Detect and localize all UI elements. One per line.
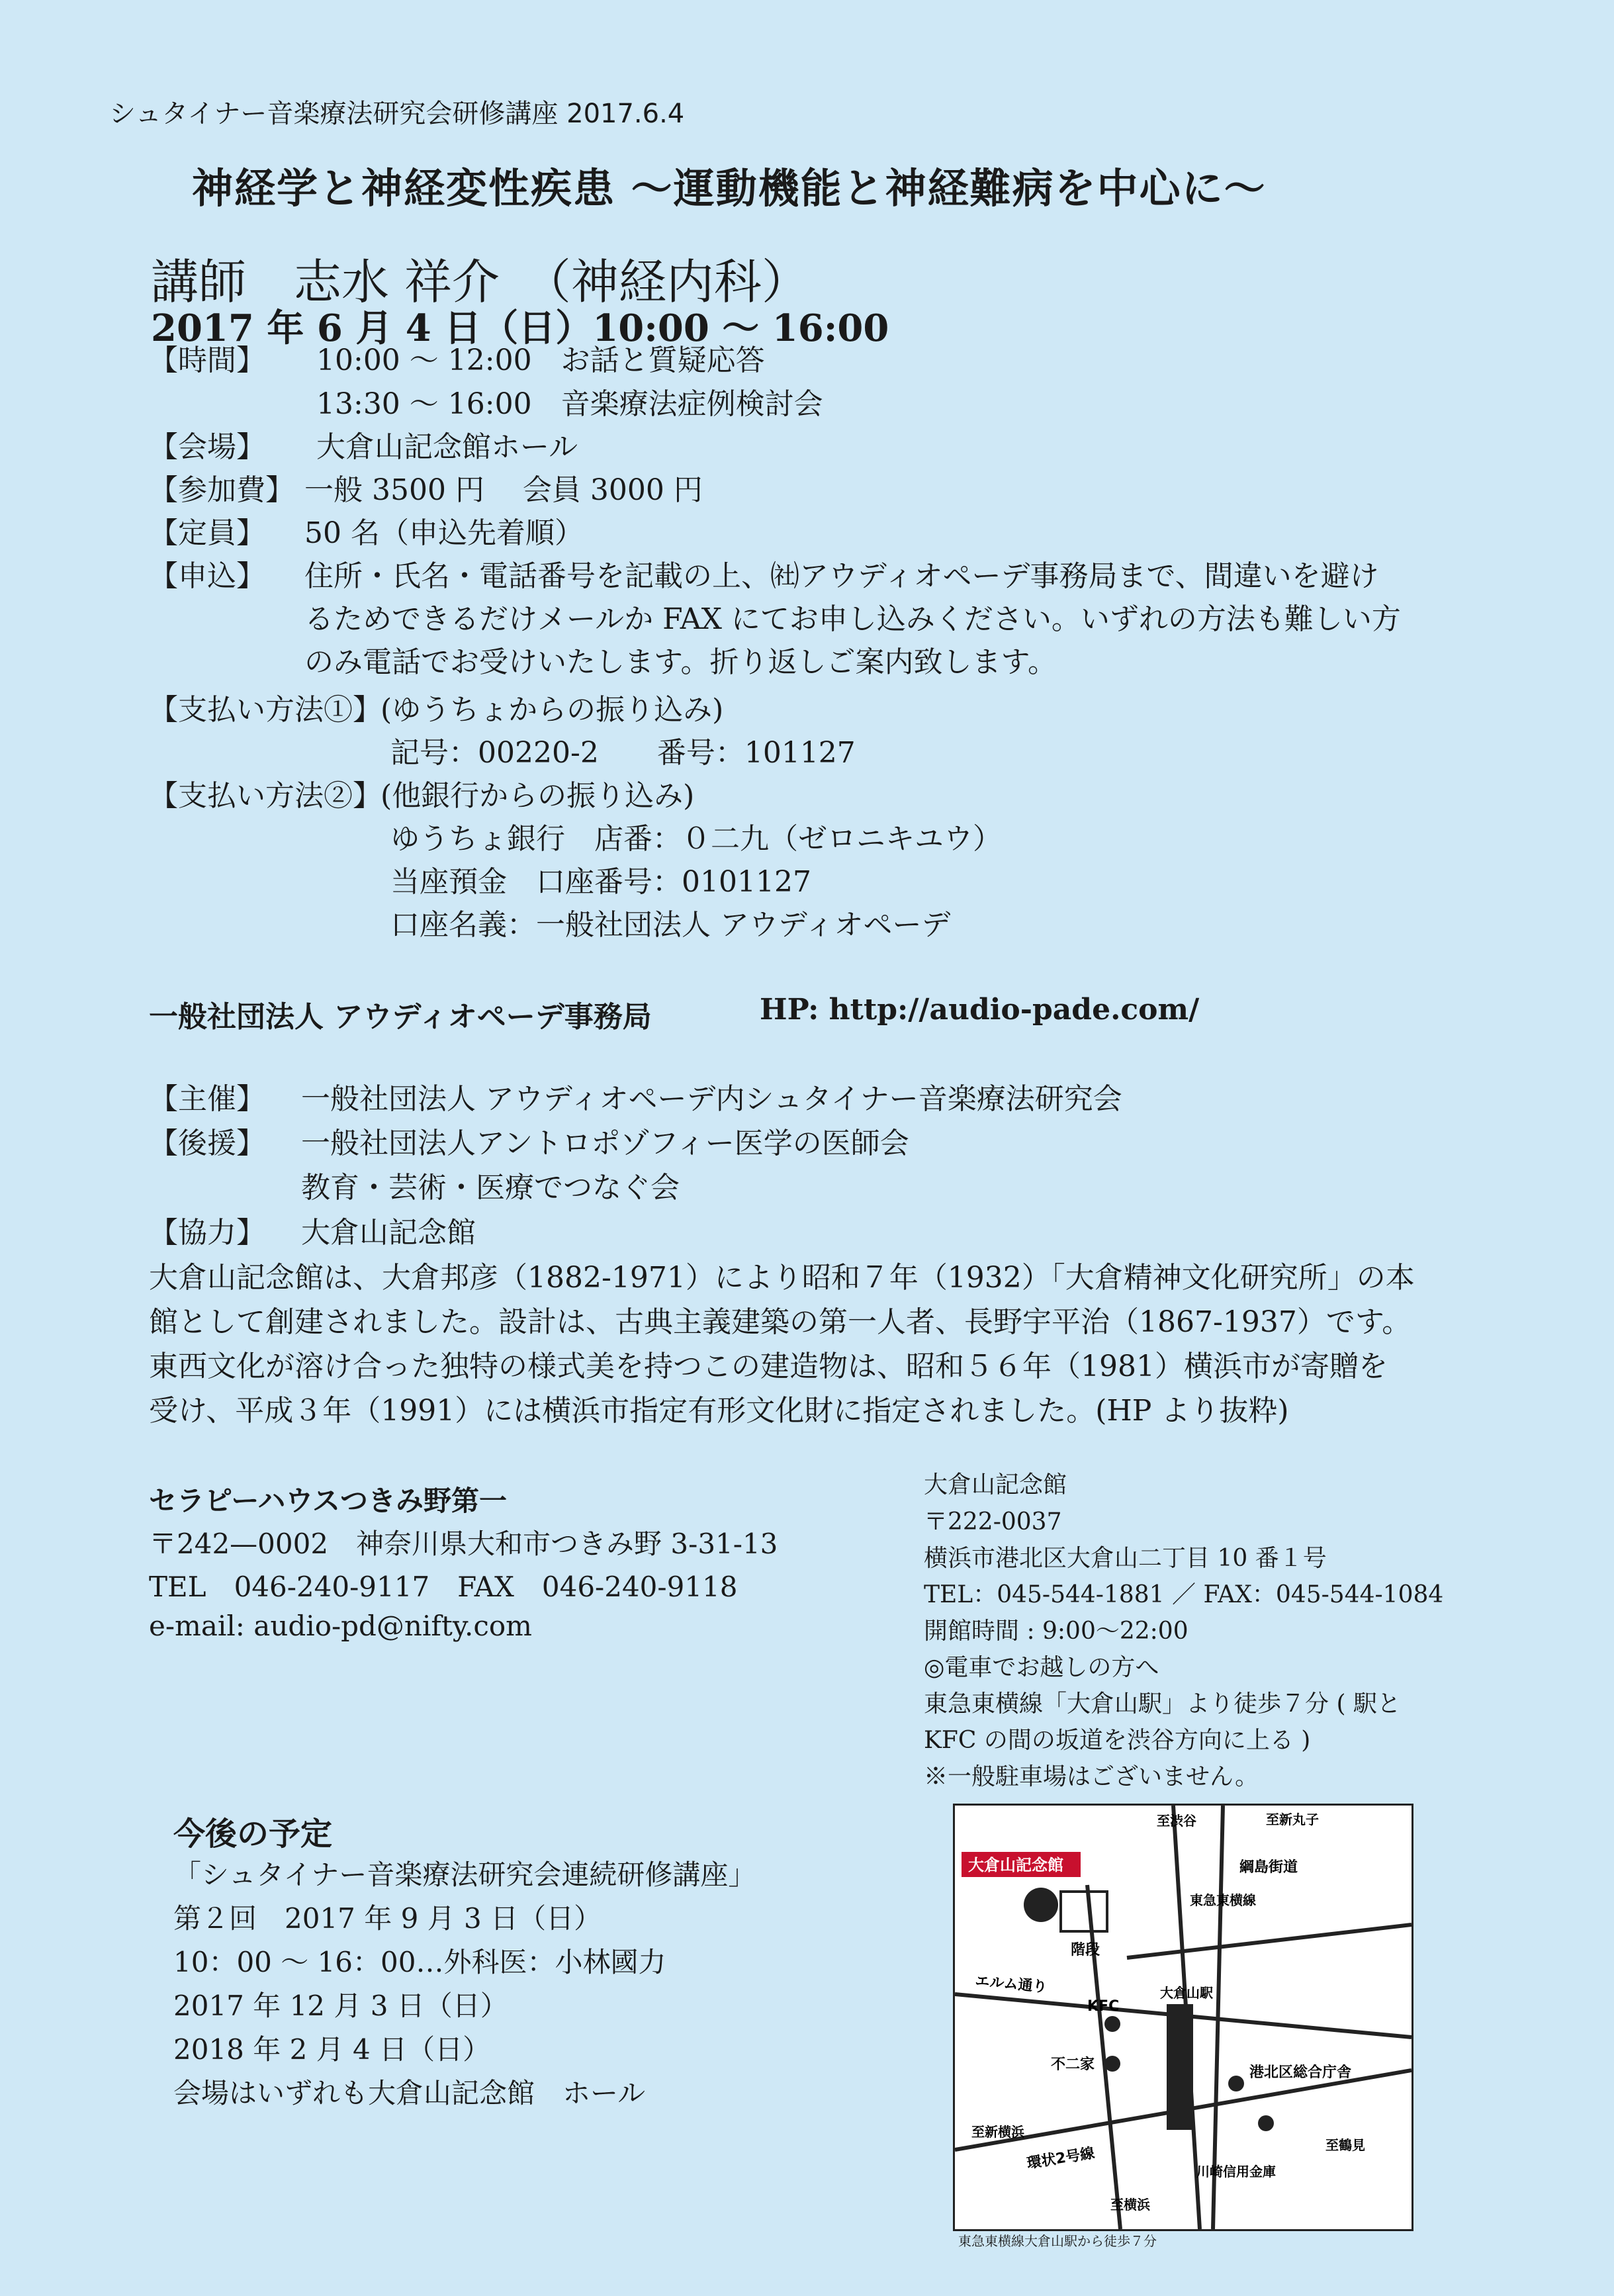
- map-kanjo-label: 環状2号線: [1026, 2145, 1096, 2172]
- apply-line-1: 住所・氏名・電話番号を記載の上、㈳アウディオペーデ事務局まで、間違いを避け: [304, 559, 1379, 593]
- office-name: 一般社団法人 アウディオペーデ事務局: [149, 1000, 652, 1034]
- support-value-2: 教育・芸術・医療でつなぐ会: [301, 1171, 680, 1205]
- history-line-1: 大倉山記念館は、大倉邦彦（1882-1971）により昭和７年（1932）「大倉精神文化研究所」の本: [149, 1261, 1415, 1295]
- map-shin-yokohama-label: 至新横浜: [971, 2124, 1024, 2140]
- pay1-label: 【支払い方法①】: [149, 693, 382, 727]
- map-bank-label: 川崎信用金庫: [1196, 2164, 1276, 2180]
- schedule-item-1: 第２回 2017 年 9 月 3 日（日）: [173, 1902, 602, 1935]
- venue-value: 大倉山記念館ホール: [316, 430, 578, 464]
- hall-train-title: ◎電車でお越しの方へ: [924, 1654, 1159, 1681]
- time-value-1: 10:00 〜 12:00 お話と質疑応答: [316, 344, 765, 377]
- history-line-2: 館として創建されました。設計は、古典主義建築の第一人者、長野宇平治（1867-1937）です。: [149, 1305, 1412, 1339]
- hall-train-2: KFC の間の坂道を渋谷方向に上る ): [924, 1727, 1311, 1754]
- pay2-account: 当座預金 口座番号：0101127: [390, 865, 811, 899]
- time-value-2: 13:30 〜 16:00 音楽療法症例検討会: [316, 387, 823, 421]
- host-value: 一般社団法人 アウディオペーデ内シュタイナー音楽療法研究会: [301, 1082, 1122, 1116]
- date-line: 2017 年 6 月 4 日（日）10:00 〜 16:00: [151, 306, 889, 350]
- map-station-block: [1167, 2004, 1193, 2130]
- map-shinmaruko-label: 至新丸子: [1266, 1812, 1319, 1827]
- page-title: 神経学と神経変性疾患 〜運動機能と神経難病を中心に〜: [192, 164, 1267, 212]
- hall-address: 横浜市港北区大倉山二丁目 10 番１号: [924, 1545, 1327, 1572]
- access-map: [953, 1804, 1413, 2231]
- schedule-series: 「シュタイナー音楽療法研究会連続研修講座」: [173, 1859, 756, 1891]
- fee-label: 【参加費】: [149, 473, 294, 507]
- schedule-item-2: 2017 年 12 月 3 日（日）: [173, 1990, 508, 2022]
- hall-name: 大倉山記念館: [924, 1471, 1067, 1498]
- venue-label: 【会場】: [149, 430, 265, 464]
- schedule-venue-note: 会場はいずれも大倉山記念館 ホール: [173, 2077, 646, 2109]
- therapy-house-email[interactable]: e-mail: audio-pd@nifty.com: [149, 1610, 532, 1642]
- pay2-name: 口座名義：一般社団法人 アウディオペーデ: [390, 908, 951, 942]
- map-stairs-label: 階段: [1071, 1942, 1100, 1958]
- office-hp-link[interactable]: HP: http://audio-pade.com/: [760, 993, 1200, 1027]
- map-shibuya-label: 至渋谷: [1157, 1813, 1196, 1829]
- lecturer-line: 講師 志水 祥介 （神経内科）: [151, 254, 809, 310]
- coop-label: 【協力】: [149, 1216, 265, 1250]
- map-hall-marker: [1024, 1888, 1058, 1922]
- pay2-desc: (他銀行からの振り込み): [381, 779, 695, 813]
- access-map-svg: [955, 1806, 1412, 2229]
- pay2-bank: ゆうちょ銀行 店番：０二九（ゼロニキユウ）: [390, 822, 1002, 856]
- apply-line-3: のみ電話でお受けいたします。折り返しご案内致します。: [304, 645, 1057, 679]
- therapy-house-name: セラピーハウスつきみ野第一: [149, 1485, 507, 1517]
- map-kfc-marker: [1104, 2016, 1120, 2032]
- time-label: 【時間】: [149, 344, 265, 377]
- hall-hours: 開館時間 : 9:00〜22:00: [924, 1618, 1188, 1645]
- host-label: 【主催】: [149, 1082, 265, 1116]
- hall-train-1: 東急東横線「大倉山駅」より徒歩７分 ( 駅と: [924, 1690, 1401, 1718]
- map-elm-label: エルム通り: [974, 1973, 1048, 1996]
- map-toyoko-label: 東急東横線: [1190, 1892, 1256, 1908]
- history-line-3: 東西文化が溶け合った独特の様式美を持つこの建造物は、昭和５６年（1981）横浜市が寄贈を: [149, 1350, 1388, 1383]
- map-caption: 東急東横線大倉山駅から徒歩７分: [958, 2233, 1157, 2249]
- map-tsurumi-label: 至鶴見: [1325, 2137, 1365, 2153]
- map-hall-label: 大倉山記念館: [968, 1856, 1063, 1874]
- pay1-detail: 記号：00220-2 番号：101127: [390, 736, 856, 770]
- hall-zip: 〒222-0037: [924, 1508, 1062, 1536]
- pay2-label: 【支払い方法②】: [149, 779, 382, 813]
- support-value-1: 一般社団法人アントロポゾフィー医学の医師会: [301, 1126, 909, 1160]
- map-bank-marker: [1258, 2115, 1274, 2131]
- map-tsunashima-label: 綱島街道: [1239, 1859, 1298, 1876]
- hall-parking: ※一般駐車場はございません。: [924, 1763, 1259, 1790]
- map-office-marker: [1228, 2076, 1244, 2091]
- support-label: 【後援】: [149, 1126, 265, 1160]
- map-road-north: [1127, 1925, 1412, 1958]
- map-funiya-label: 不二家: [1051, 2056, 1095, 2073]
- apply-line-2: るためできるだけメールか FAX にてお申し込みください。いずれの方法も難しい方: [304, 602, 1401, 636]
- history-line-4: 受け、平成３年（1991）には横浜市指定有形文化財に指定されました。(HP より抜粋): [149, 1394, 1289, 1428]
- header-line: シュタイナー音楽療法研究会研修講座 2017.6.4: [109, 99, 685, 129]
- coop-value: 大倉山記念館: [301, 1216, 476, 1250]
- capacity-value: 50 名（申込先着順）: [304, 516, 584, 550]
- schedule-item-1-time: 10：00 〜 16：00…外科医：小林國力: [173, 1946, 666, 1978]
- capacity-label: 【定員】: [149, 516, 265, 550]
- schedule-title: 今後の予定: [173, 1815, 333, 1853]
- pay1-desc: (ゆうちょからの振り込み): [381, 693, 724, 727]
- map-kfc-label: KFC: [1087, 1998, 1120, 2015]
- therapy-house-address: 〒242—0002 神奈川県大和市つきみ野 3-31-13: [149, 1528, 778, 1560]
- apply-label: 【申込】: [149, 559, 265, 593]
- map-funiya-marker: [1104, 2056, 1120, 2072]
- map-office-label: 港北区総合庁舎: [1249, 2064, 1352, 2081]
- schedule-item-3: 2018 年 2 月 4 日（日）: [173, 2033, 491, 2066]
- therapy-house-tel-fax: TEL 046-240-9117 FAX 046-240-9118: [149, 1571, 738, 1603]
- map-yokohama-label: 至横浜: [1110, 2197, 1150, 2213]
- map-station-label: 大倉山駅: [1160, 1985, 1213, 2001]
- hall-tel-fax: TEL：045-544-1881 ／ FAX：045-544-1084: [924, 1581, 1444, 1608]
- map-stairs-icon: [1061, 1892, 1107, 1931]
- fee-value: 一般 3500 円 会員 3000 円: [304, 473, 703, 507]
